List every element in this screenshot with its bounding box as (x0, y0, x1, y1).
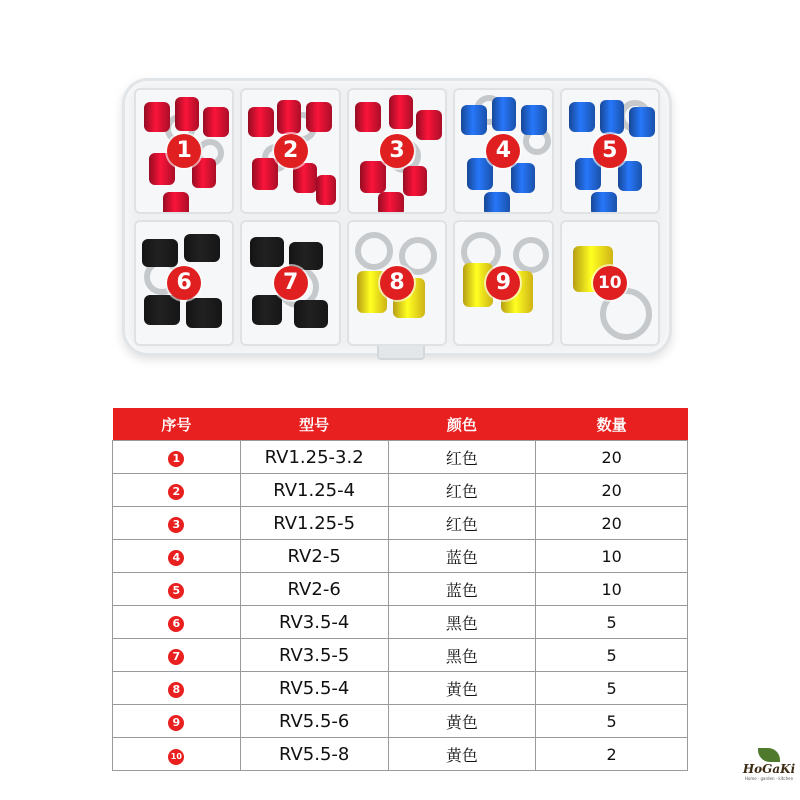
model-cell: RV3.5-5 (240, 639, 388, 672)
index-cell (113, 738, 241, 771)
header-quantity: 数量 (536, 408, 688, 441)
model-cell: RV1.25-4 (240, 474, 388, 507)
quantity-cell: 5 (536, 639, 688, 672)
quantity-cell: 5 (536, 705, 688, 738)
color-cell: 红色 (388, 507, 536, 540)
ring-terminal (355, 102, 381, 132)
ring-terminal (492, 97, 516, 131)
table-row (113, 441, 688, 474)
quantity-cell: 10 (536, 573, 688, 606)
ring-terminal (569, 102, 595, 132)
ring-terminal (293, 163, 317, 193)
model-cell: RV1.25-3.2 (240, 441, 388, 474)
compartment-5 (560, 88, 660, 214)
index-cell (113, 573, 241, 606)
table-row (113, 705, 688, 738)
compartment-number: 1 (167, 134, 201, 168)
index-cell (113, 507, 241, 540)
index-cell (113, 474, 241, 507)
ring-terminal (521, 105, 547, 135)
index-badge: 6 (168, 616, 184, 632)
table-row (113, 573, 688, 606)
index-badge: 4 (168, 550, 184, 566)
compartment-number: 4 (486, 134, 520, 168)
color-cell: 蓝色 (388, 573, 536, 606)
color-cell: 红色 (388, 474, 536, 507)
model-cell: RV5.5-6 (240, 705, 388, 738)
ring-terminal (360, 161, 386, 193)
header-index: 序号 (113, 408, 241, 441)
index-badge: 10 (168, 749, 184, 765)
color-cell: 黄色 (388, 738, 536, 771)
ring-terminal (389, 95, 413, 129)
index-cell (113, 672, 241, 705)
ring-terminal (184, 234, 220, 262)
ring-terminal (461, 105, 487, 135)
table-row (113, 474, 688, 507)
quantity-cell: 5 (536, 672, 688, 705)
ring-terminal-eyelet (355, 232, 393, 270)
color-cell: 黑色 (388, 606, 536, 639)
model-cell: RV2-6 (240, 573, 388, 606)
index-badge: 9 (168, 715, 184, 731)
compartment-number: 10 (593, 266, 627, 300)
quantity-cell: 20 (536, 507, 688, 540)
color-cell: 黄色 (388, 705, 536, 738)
header-color: 颜色 (388, 408, 536, 441)
table-row (113, 507, 688, 540)
model-cell: RV5.5-4 (240, 672, 388, 705)
table-header-row (113, 408, 688, 441)
brand-logo (742, 748, 796, 792)
quantity-cell: 5 (536, 606, 688, 639)
index-cell (113, 606, 241, 639)
index-cell (113, 639, 241, 672)
model-cell: RV2-5 (240, 540, 388, 573)
ring-terminal (248, 107, 274, 137)
ring-terminal (163, 192, 189, 214)
ring-terminal (252, 158, 278, 190)
index-badge: 2 (168, 484, 184, 500)
index-badge: 1 (168, 451, 184, 467)
model-cell: RV3.5-4 (240, 606, 388, 639)
ring-terminal (277, 100, 301, 134)
ring-terminal (250, 237, 284, 267)
index-cell (113, 441, 241, 474)
ring-terminal (416, 110, 442, 140)
model-cell: RV5.5-8 (240, 738, 388, 771)
compartment-number: 2 (274, 134, 308, 168)
compartment-8 (347, 220, 447, 346)
ring-terminal (186, 298, 222, 328)
compartment-10 (560, 220, 660, 346)
compartment-7 (240, 220, 340, 346)
index-badge: 7 (168, 649, 184, 665)
ring-terminal (306, 102, 332, 132)
compartment-grid (134, 88, 660, 346)
index-cell (113, 540, 241, 573)
compartment-number: 6 (167, 266, 201, 300)
leaf-icon (758, 748, 780, 762)
ring-terminal (144, 102, 170, 132)
table-row (113, 606, 688, 639)
quantity-cell: 20 (536, 441, 688, 474)
color-cell: 蓝色 (388, 540, 536, 573)
compartment-number: 7 (274, 266, 308, 300)
compartment-1 (134, 88, 234, 214)
index-badge: 8 (168, 682, 184, 698)
ring-terminal (484, 192, 510, 214)
compartment-9 (453, 220, 553, 346)
compartment-2 (240, 88, 340, 214)
ring-terminal (591, 192, 617, 214)
compartment-number: 3 (380, 134, 414, 168)
ring-terminal (316, 175, 336, 205)
table-row (113, 672, 688, 705)
logo-subtext: Home · garden · kitchen (744, 776, 794, 781)
ring-terminal (629, 107, 655, 137)
compartment-number: 8 (380, 266, 414, 300)
model-cell: RV1.25-5 (240, 507, 388, 540)
ring-terminal (403, 166, 427, 196)
ring-terminal (175, 97, 199, 131)
color-cell: 红色 (388, 441, 536, 474)
ring-terminal (252, 295, 282, 325)
ring-terminal (203, 107, 229, 137)
compartment-6 (134, 220, 234, 346)
quantity-cell: 20 (536, 474, 688, 507)
ring-terminal (144, 295, 180, 325)
ring-terminal (600, 100, 624, 134)
ring-terminal (511, 163, 535, 193)
index-badge: 3 (168, 517, 184, 533)
ring-terminal (467, 158, 493, 190)
index-badge: 5 (168, 583, 184, 599)
ring-terminal (618, 161, 642, 191)
quantity-cell: 2 (536, 738, 688, 771)
ring-terminal (294, 300, 328, 328)
ring-terminal (378, 192, 404, 214)
compartment-number: 9 (486, 266, 520, 300)
ring-terminal (142, 239, 178, 267)
table-row (113, 540, 688, 573)
quantity-cell: 10 (536, 540, 688, 573)
color-cell: 黄色 (388, 672, 536, 705)
spec-table (112, 408, 688, 771)
ring-terminal-eyelet (513, 237, 549, 273)
header-model: 型号 (240, 408, 388, 441)
table-row (113, 639, 688, 672)
compartment-number: 5 (593, 134, 627, 168)
table-row (113, 738, 688, 771)
compartment-3 (347, 88, 447, 214)
compartment-4 (453, 88, 553, 214)
logo-text: HoGaKi (742, 762, 796, 776)
color-cell: 黑色 (388, 639, 536, 672)
index-cell (113, 705, 241, 738)
